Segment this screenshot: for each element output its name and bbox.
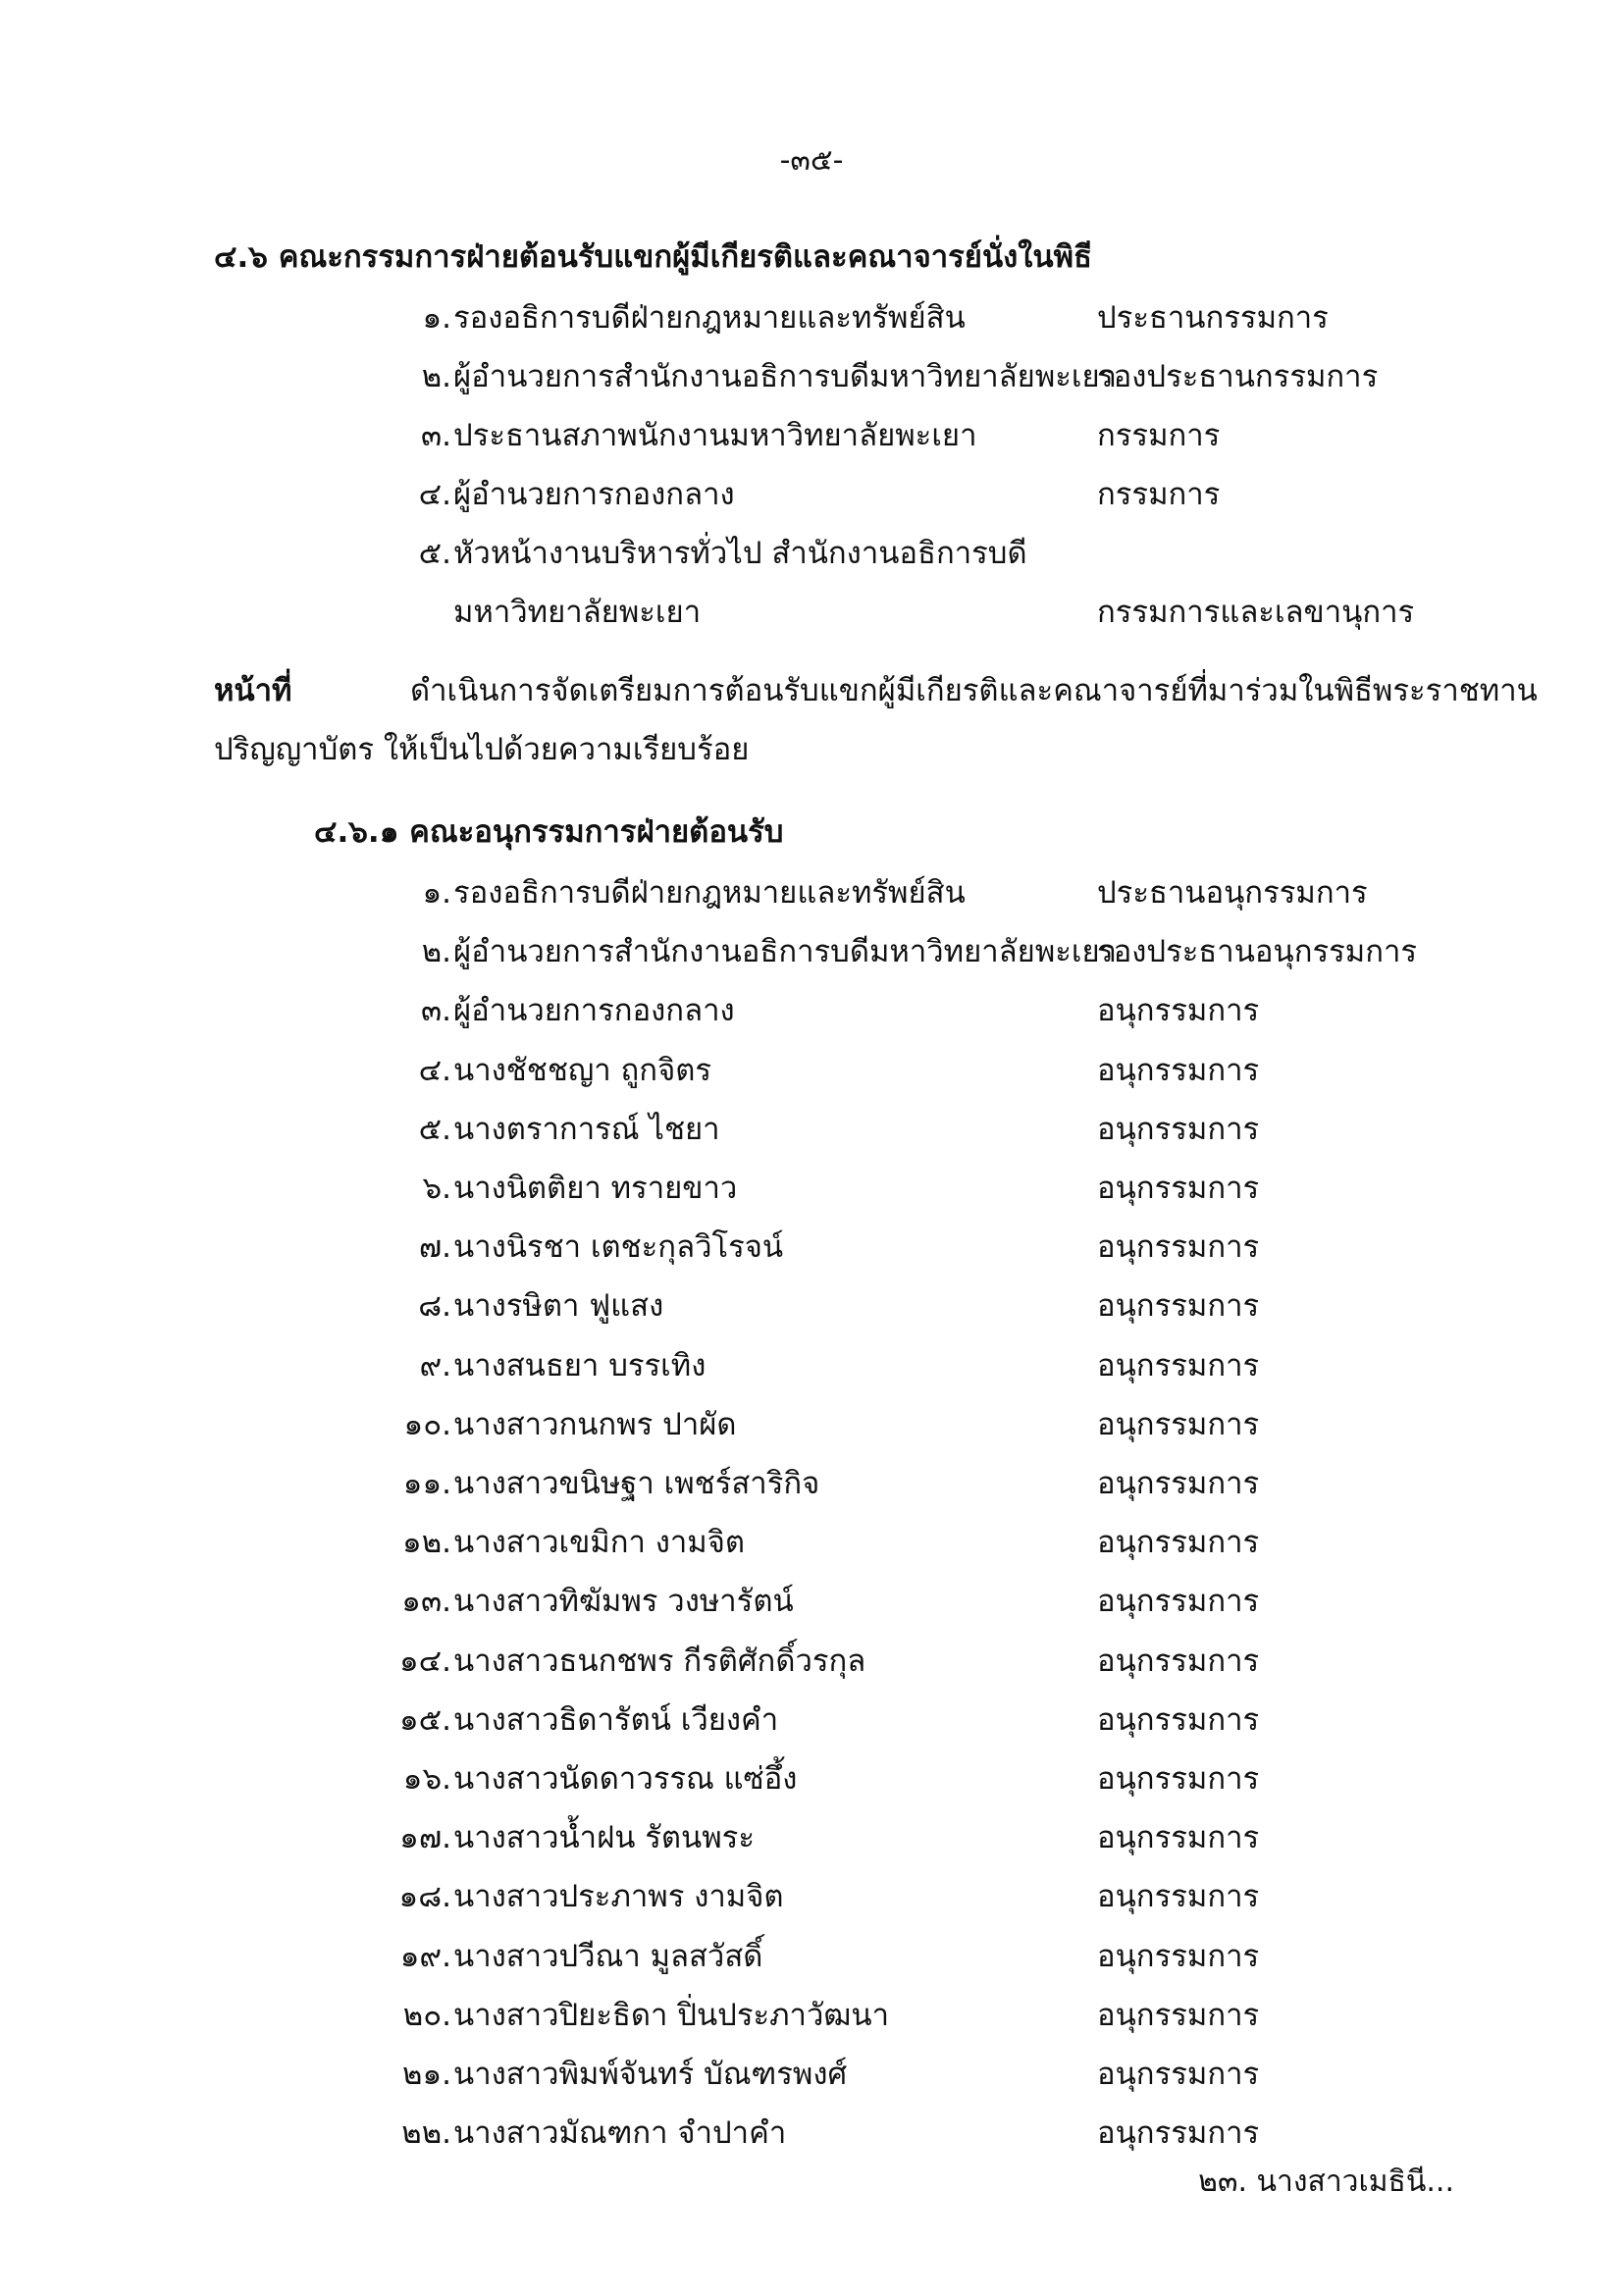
- member-name: รองอธิการบดีฝ่ายกฎหมายและทรัพย์สิน: [453, 300, 966, 336]
- member-number: ๑๘.: [398, 1879, 451, 1915]
- page-number: -๓๕-: [779, 143, 844, 178]
- member-name: นางสาวทิฆัมพร วงษารัตน์: [453, 1584, 794, 1620]
- member-role: อนุกรรมการ: [1097, 1525, 1260, 1561]
- member-name: ผู้อำนวยการกองกลาง: [453, 993, 735, 1029]
- member-role: อนุกรรมการ: [1097, 2057, 1260, 2092]
- member-name: นางสาวนัดดาวรรณ แซ่อึ้ง: [453, 1761, 798, 1797]
- member-role: ประธานกรรมการ: [1097, 300, 1329, 336]
- member-name: นางสาวมัณฑกา จำปาคำ: [453, 2115, 787, 2152]
- member-number: ๕.: [418, 1111, 451, 1147]
- member-number: ๒๐.: [402, 1997, 451, 2033]
- member-number: ๒๒.: [401, 2115, 451, 2152]
- member-role: อนุกรรมการ: [1097, 1938, 1260, 1974]
- member-name: นางชัชชญา ถูกจิตร: [453, 1052, 712, 1088]
- member-number: ๒.: [421, 934, 451, 970]
- member-name: นางสาวปิยะธิดา ปิ่นประภาวัฒนา: [453, 1997, 889, 2033]
- member-number: ๑๑.: [402, 1466, 451, 1501]
- member-role: อนุกรรมการ: [1097, 1466, 1260, 1501]
- member-name: รองอธิการบดีฝ่ายกฎหมายและทรัพย์สิน: [453, 875, 966, 911]
- member-role: อนุกรรมการ: [1097, 1701, 1260, 1738]
- member-number: ๔.: [418, 1052, 451, 1088]
- member-role: อนุกรรมการ: [1097, 1879, 1260, 1915]
- member-number: ๑๖.: [402, 1761, 451, 1797]
- member-number: ๖.: [422, 1171, 451, 1206]
- member-name: นางสาวปวีณา มูลสวัสดิ์: [453, 1938, 763, 1974]
- member-name: นางรษิตา ฟูแสง: [453, 1288, 664, 1325]
- member-number: ๒.: [421, 359, 451, 394]
- member-role: อนุกรรมการ: [1097, 1997, 1260, 2033]
- member-number: ๕.: [418, 536, 451, 571]
- member-name: นางสนธยา บรรเทิง: [453, 1347, 707, 1383]
- member-name: นางสาวธิดารัตน์ เวียงคำ: [453, 1701, 779, 1738]
- member-number: ๓.: [420, 418, 451, 453]
- member-number: ๔.: [418, 477, 451, 512]
- member-number: ๑.: [422, 875, 451, 911]
- duty-label: หน้าที่: [214, 673, 292, 708]
- subsection-title: ๔.๖.๑ คณะอนุกรรมการฝ่ายต้อนรับ: [314, 814, 784, 850]
- member-role: ประธานอนุกรรมการ: [1097, 875, 1368, 911]
- member-role: กรรมการ: [1097, 418, 1221, 453]
- member-role: อนุกรรมการ: [1097, 1584, 1260, 1620]
- member-number: ๑๕.: [399, 1701, 451, 1738]
- member-number: ๑๒.: [402, 1525, 451, 1561]
- member-number: ๑๗.: [399, 1820, 451, 1856]
- member-number: ๙.: [419, 1347, 451, 1383]
- member-role: อนุกรรมการ: [1097, 1229, 1260, 1266]
- member-name: นางสาวขนิษฐา เพชร์สาริกิจ: [453, 1466, 820, 1501]
- member-number: ๘.: [418, 1288, 451, 1325]
- member-name: ผู้อำนวยการกองกลาง: [453, 477, 735, 512]
- member-number: ๗.: [418, 1229, 451, 1266]
- member-name: นางสาวเขมิกา งามจิต: [453, 1525, 745, 1561]
- member-number: ๑๐.: [403, 1406, 451, 1442]
- member-role: อนุกรรมการ: [1097, 1111, 1260, 1147]
- member-role: อนุกรรมการ: [1097, 1820, 1260, 1856]
- member-number: ๑๓.: [401, 1584, 451, 1620]
- member-role: อนุกรรมการ: [1097, 1288, 1260, 1325]
- member-role: อนุกรรมการ: [1097, 1761, 1260, 1797]
- member-name: นางนิตติยา ทรายขาว: [453, 1171, 738, 1206]
- member-name: ประธานสภาพนักงานมหาวิทยาลัยพะเยา: [453, 418, 977, 453]
- member-number: ๓.: [420, 993, 451, 1029]
- member-role: อนุกรรมการ: [1097, 993, 1260, 1029]
- member-role: อนุกรรมการ: [1097, 1406, 1260, 1442]
- member-name: นางสาวประภาพร งามจิต: [453, 1879, 784, 1915]
- member-name: มหาวิทยาลัยพะเยา: [453, 595, 702, 630]
- member-name: นางตราการณ์ ไชยา: [453, 1111, 720, 1147]
- member-number: ๑๔.: [399, 1643, 451, 1679]
- member-name: นางสาวน้ำฝน รัตนพระ: [453, 1820, 755, 1856]
- member-role: อนุกรรมการ: [1097, 1171, 1260, 1206]
- member-role: อนุกรรมการ: [1097, 1052, 1260, 1088]
- duty-text-line-1: ดำเนินการจัดเตรียมการต้อนรับแขกผู้มีเกียรติและคณาจารย์ที่มาร่วมในพิธีพระราชทาน: [410, 673, 1538, 708]
- member-name: ผู้อำนวยการสำนักงานอธิการบดีมหาวิทยาลัยพะเยา: [453, 934, 1118, 970]
- member-role: กรรมการและเลขานุการ: [1097, 595, 1415, 630]
- member-name: นางสาวกนกพร ปาผัด: [453, 1406, 737, 1442]
- member-name: หัวหน้างานบริหารทั่วไป สำนักงานอธิการบดี: [453, 536, 1027, 571]
- member-name: นางสาวพิมพ์จันทร์ บัณฑรพงศ์: [453, 2057, 848, 2092]
- member-number: ๒๑.: [402, 2057, 451, 2092]
- member-name: นางนิรชา เตชะกุลวิโรจน์: [453, 1229, 784, 1266]
- member-role: รองประธานอนุกรรมการ: [1097, 934, 1418, 970]
- member-number: ๑.: [422, 300, 451, 336]
- member-role: อนุกรรมการ: [1097, 1347, 1260, 1383]
- duty-text-line-2: ปริญญาบัตร ให้เป็นไปด้วยความเรียบร้อย: [214, 732, 750, 767]
- member-role: อนุกรรมการ: [1097, 1643, 1260, 1679]
- member-role: อนุกรรมการ: [1097, 2115, 1260, 2152]
- member-name: ผู้อำนวยการสำนักงานอธิการบดีมหาวิทยาลัยพะเยา: [453, 359, 1118, 394]
- next-page-hint: ๒๓. นางสาวเมธินี...: [1198, 2165, 1454, 2199]
- member-role: รองประธานกรรมการ: [1097, 359, 1379, 394]
- member-role: กรรมการ: [1097, 477, 1221, 512]
- section-title: ๔.๖ คณะกรรมการฝ่ายต้อนรับแขกผู้มีเกียรติและคณาจารย์นั่งในพิธี: [214, 239, 1092, 275]
- member-name: นางสาวธนกชพร กีรติศักดิ์วรกุล: [453, 1643, 866, 1679]
- member-number: ๑๙.: [399, 1938, 451, 1974]
